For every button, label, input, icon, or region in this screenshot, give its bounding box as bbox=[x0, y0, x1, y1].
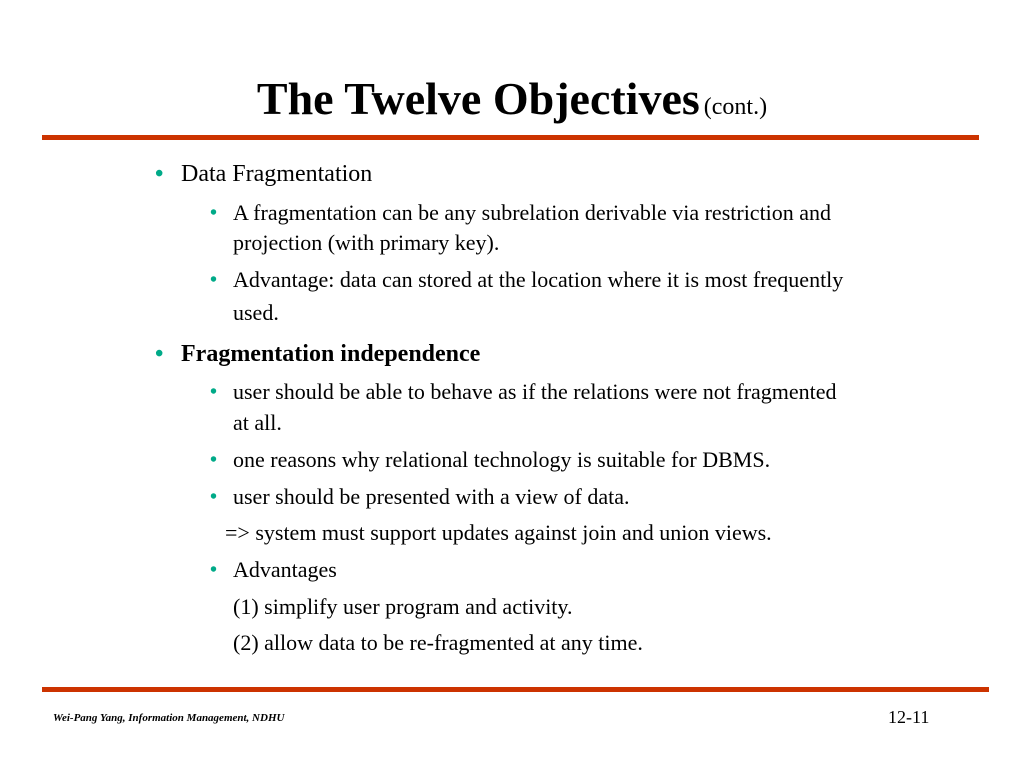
list-item-note: => system must support updates against join and union views. bbox=[225, 520, 772, 545]
bullet-icon: • bbox=[210, 486, 218, 508]
bullet-icon: • bbox=[210, 269, 218, 291]
bullet-icon: • bbox=[210, 381, 218, 403]
list-item-line: user should be able to behave as if the relations were not fragmented bbox=[233, 379, 837, 404]
slide-title-suffix: (cont.) bbox=[703, 94, 768, 120]
page-number: 12-11 bbox=[888, 707, 930, 727]
list-item-line: user should be presented with a view of data. bbox=[233, 484, 630, 509]
footer-divider-line bbox=[42, 687, 989, 692]
bullet-icon: • bbox=[155, 341, 164, 367]
list-item-line: Advantages bbox=[233, 557, 337, 582]
list-item-line: at all. bbox=[233, 410, 282, 435]
list-item-line: Advantage: data can stored at the location where it is most frequently bbox=[233, 267, 844, 292]
slide-title-main: The Twelve Objectives bbox=[256, 73, 700, 124]
list-item-line: one reasons why relational technology is suitable for DBMS. bbox=[233, 447, 771, 472]
bullet-icon: • bbox=[210, 202, 218, 224]
section-heading-fragmentation-independence: Fragmentation independence bbox=[181, 341, 481, 367]
list-item-line: projection (with primary key). bbox=[233, 230, 500, 255]
slide-title bbox=[0, 72, 1024, 125]
title-divider-line bbox=[42, 135, 979, 140]
footer-author: Wei-Pang Yang, Information Management, NDHU bbox=[53, 712, 285, 724]
list-item-note: (1) simplify user program and activity. bbox=[233, 594, 573, 619]
list-item-note: (2) allow data to be re-fragmented at any time. bbox=[233, 630, 643, 655]
section-heading-data-fragmentation: Data Fragmentation bbox=[181, 161, 373, 187]
bullet-icon: • bbox=[155, 161, 164, 187]
list-item-line: A fragmentation can be any subrelation derivable via restriction and bbox=[233, 200, 832, 225]
bullet-icon: • bbox=[210, 449, 218, 471]
bullet-icon: • bbox=[210, 559, 218, 581]
list-item-line: used. bbox=[233, 300, 279, 325]
